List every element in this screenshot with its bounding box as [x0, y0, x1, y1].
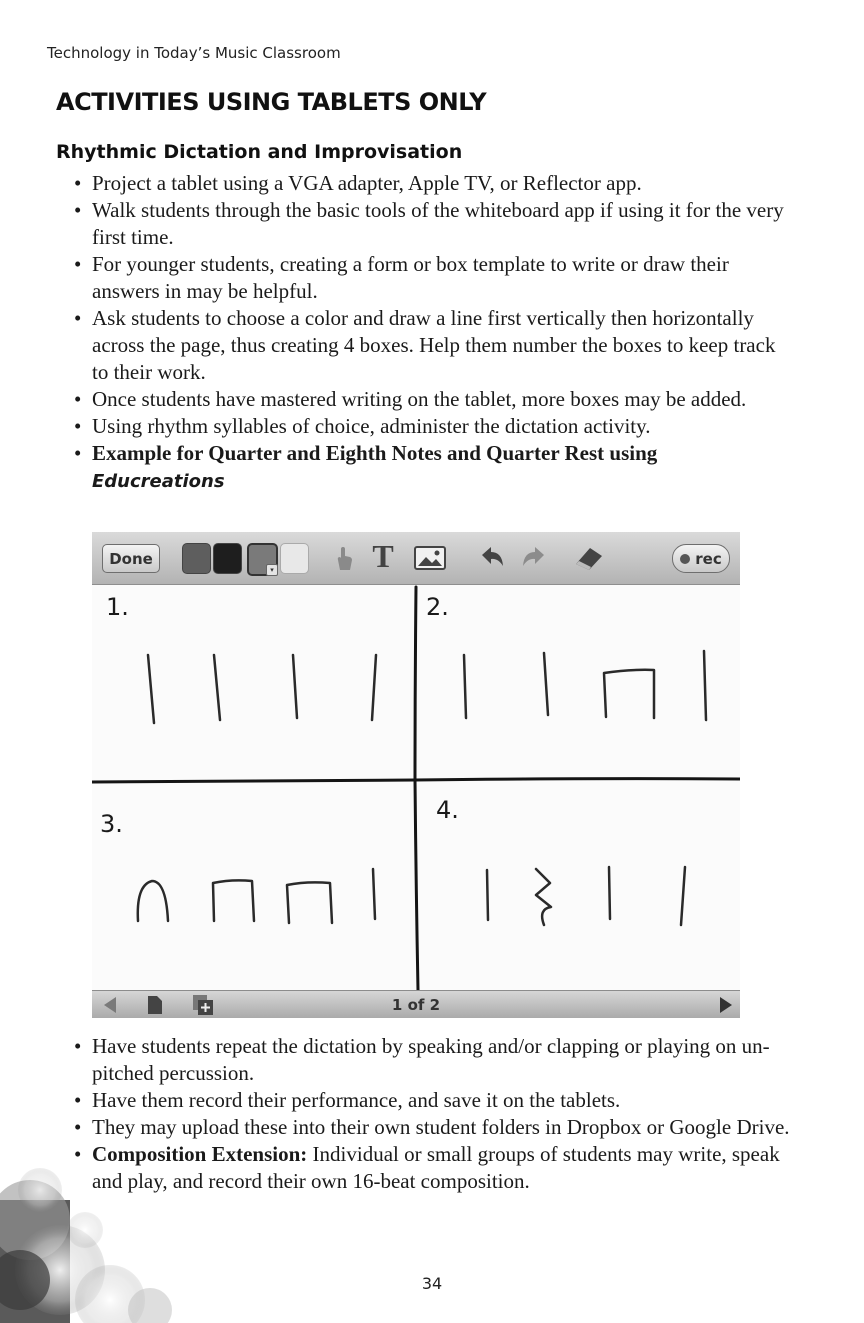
page-indicator: 1 of 2	[391, 996, 441, 1014]
list-item-text: Walk students through the basic tools of the whiteboard app if using it for the very first time.	[92, 198, 784, 249]
handwritten-dictation	[92, 585, 740, 990]
list-item	[0, 305, 792, 386]
list-item	[0, 1114, 792, 1141]
quarter-note-stroke	[544, 653, 548, 715]
eraser-icon[interactable]	[572, 544, 606, 572]
list-item-text: Have students repeat the dictation by speaking and/or clapping or playing on un-pitched percussion.	[92, 1034, 770, 1085]
list-item-text: Using rhythm syllables of choice, administer the dictation activity.	[92, 414, 651, 438]
drawing-canvas[interactable]	[92, 585, 740, 990]
chevron-down-icon: ▾	[266, 564, 278, 576]
bullet-list-top	[0, 170, 792, 495]
box-label: 3.	[100, 810, 123, 838]
list-item-text: Ask students to choose a color and draw a line first vertically then horizontally across the page, thus creating 4 boxes. Help them number the boxes to keep track to their work.	[92, 306, 776, 384]
svg-text:T: T	[372, 540, 394, 574]
decorative-bokeh-graphic	[0, 1160, 200, 1323]
quarter-note-stroke	[704, 651, 706, 720]
quarter-note-stroke	[681, 867, 685, 925]
color-swatch-gray-selected[interactable]	[247, 543, 278, 576]
box-label: 4.	[436, 796, 459, 824]
list-item-text: Have them record their performance, and save it on the tablets.	[92, 1088, 621, 1112]
list-item	[0, 413, 792, 440]
section-title: ACTIVITIES USING TABLETS ONLY	[56, 88, 487, 116]
record-label: rec	[695, 549, 722, 568]
eighth-note-pair-stroke	[604, 670, 654, 718]
list-item	[0, 251, 792, 305]
quarter-note-stroke	[372, 655, 376, 720]
list-item-text: Once students have mastered writing on the tablet, more boxes may be added.	[92, 387, 747, 411]
color-swatch-dark-gray[interactable]	[182, 543, 211, 574]
running-head: Technology in Today’s Music Classroom	[47, 44, 341, 62]
eighth-note-pair-stroke	[138, 881, 168, 921]
example-text: Example for Quarter and Eighth Notes and Quarter Rest using	[92, 441, 658, 465]
app-name: Educreations	[92, 471, 225, 492]
undo-icon[interactable]	[480, 546, 506, 570]
whiteboard-app-screenshot	[92, 532, 740, 1018]
quarter-note-stroke	[148, 655, 154, 723]
list-item	[0, 197, 792, 251]
pointer-hand-icon[interactable]	[332, 544, 354, 572]
done-button[interactable]: Done	[102, 544, 160, 573]
vertical-divider	[415, 587, 418, 990]
text-tool-icon[interactable]	[370, 540, 396, 574]
list-item-text: Individual or small groups of students may write, speak and play, and record their own 16-beat composition.	[92, 1142, 780, 1193]
image-icon[interactable]	[414, 546, 446, 570]
redo-icon[interactable]	[520, 546, 546, 570]
quarter-note-stroke	[487, 870, 488, 920]
quarter-note-stroke	[293, 655, 297, 718]
subsection-title: Rhythmic Dictation and Improvisation	[56, 141, 463, 163]
list-item-text: They may upload these into their own student folders in Dropbox or Google Drive.	[92, 1115, 790, 1139]
list-item	[0, 386, 792, 413]
quarter-note-stroke	[373, 869, 375, 919]
example-list-item	[0, 440, 792, 495]
eighth-note-pair-stroke	[213, 880, 254, 921]
quarter-note-stroke	[214, 655, 220, 720]
eighth-note-pair-stroke	[287, 882, 332, 923]
quarter-rest-stroke	[536, 869, 551, 925]
record-dot-icon	[680, 554, 690, 564]
list-item	[0, 170, 792, 197]
color-swatch-black[interactable]	[213, 543, 242, 574]
list-item-text: Project a tablet using a VGA adapter, Apple TV, or Reflector app.	[92, 171, 642, 195]
quarter-note-stroke	[464, 655, 466, 718]
list-item	[0, 1087, 792, 1114]
box-label: 2.	[426, 593, 449, 621]
app-toolbar	[92, 532, 740, 585]
list-item-text: For younger students, creating a form or box template to write or draw their answers in may be helpful.	[92, 252, 729, 303]
list-item-bold: Composition Extension:	[92, 1142, 308, 1166]
list-item	[0, 1033, 792, 1087]
record-button[interactable]	[672, 544, 730, 573]
color-swatch-light-gray[interactable]	[280, 543, 309, 574]
page-number: 34	[421, 1274, 443, 1293]
box-label: 1.	[106, 593, 129, 621]
next-page-icon[interactable]	[718, 996, 734, 1018]
app-footer-bar	[92, 990, 740, 1018]
quarter-note-stroke	[609, 867, 610, 919]
